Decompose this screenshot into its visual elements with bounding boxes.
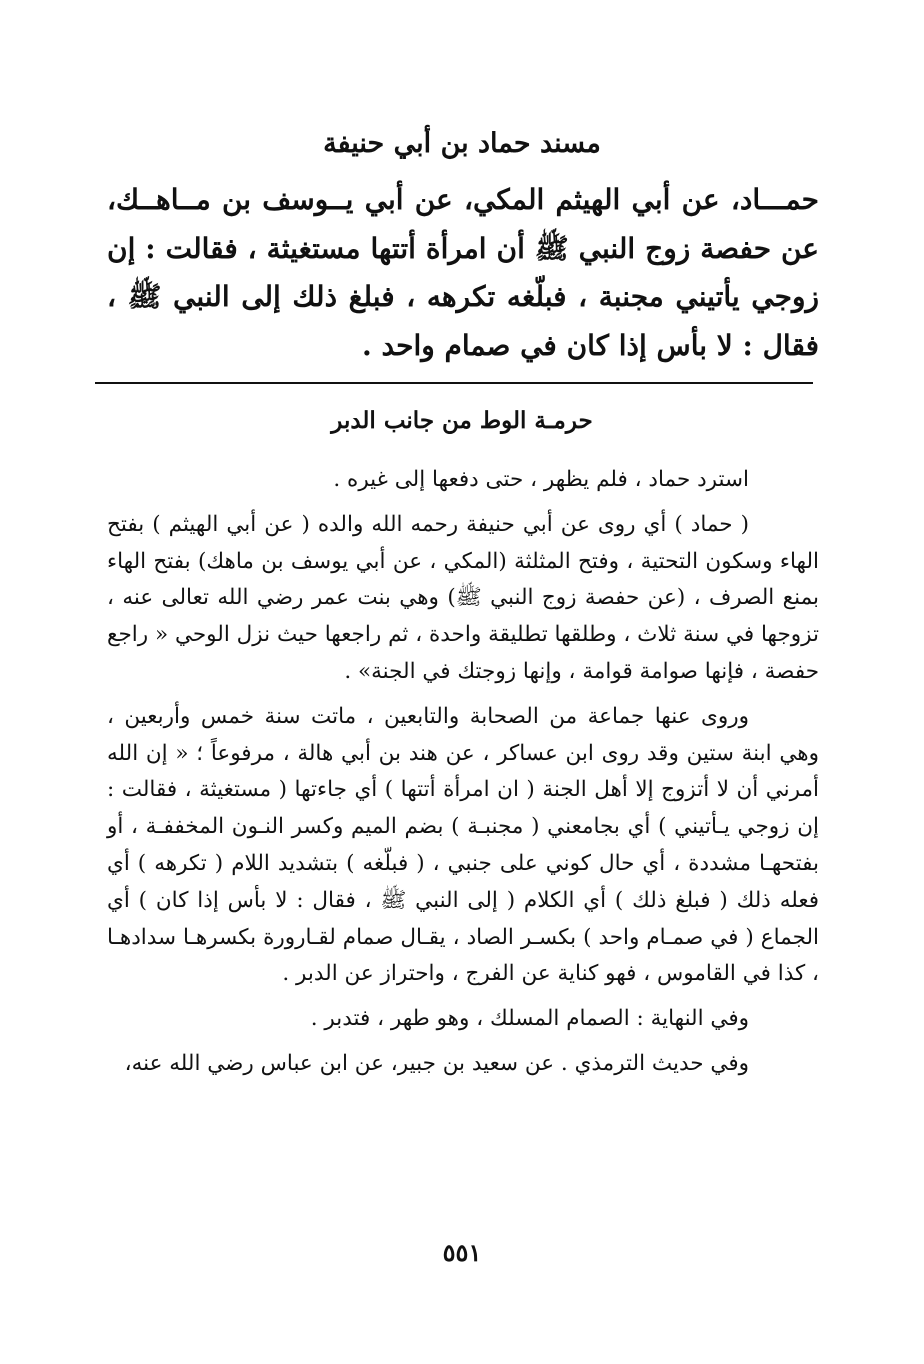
- commentary-paragraph-2: ( حماد ) أي روى عن أبي حنيفة رحمه الله والده ( عن أبي الهيثم ) بفتح الهاء وسكون التحتية ، وفتح المثلثة (المكي ، عن أبي يوسف بن ماهك) بفتح الهاء بمنع الصرف ، (عن حفصة زوج النبي ﷺ) وهي بنت عمر رضي الله تعالى عنه ، تزوجها في سنة ثلاث ، وطلقها تطليقة واحدة ، ثم راجعها حيث نزل الوحي « راجع حفصة ، فإنها صوامة قوامة ، وإنها زوجتك في الجنة» .: [107, 511, 819, 684]
- section-title: حرمـة الوط من جانب الدبر: [331, 407, 593, 434]
- commentary-paragraph-4: وفي النهاية : الصمام المسلك ، وهو طهر ، فتدبر .: [310, 1006, 749, 1032]
- page-number: ٥٥١: [442, 1238, 482, 1267]
- commentary-paragraph-5: وفي حديث الترمذي . عن سعيد بن جبير، عن ابن عباس رضي الله عنه،: [124, 1050, 749, 1076]
- hadith-text: حمـــاد، عن أبي الهيثم المكي، عن أبي يــوسف بن مــاهــك، عن حفصة زوج النبي ﷺ أن امرأة أتتها مستغيثة ، فقالت : إن زوجي يأتيني مجنبة ، فبلّغه تكرهه ، فبلغ ذلك إلى النبي ﷺ ، فقال : لا بأس إذا كان في صمام واحد .: [107, 183, 819, 362]
- commentary-block: [107, 462, 819, 1083]
- section-divider: [95, 382, 813, 384]
- page-header-title: مسند حماد بن أبي حنيفة: [323, 128, 601, 159]
- commentary-paragraph-1: استرد حماد ، فلم يظهر ، حتى دفعها إلى غيره .: [333, 467, 749, 492]
- commentary-paragraph-3: وروى عنها جماعة من الصحابة والتابعين ، ماتت سنة خمس وأربعين ، وهي ابنة ستين وقد روى ابن عساكر ، عن هند بن أبي هالة ، مرفوعاً ؛ « إن الله أمرني أن لا أتزوج إلا أهل الجنة ( ان امرأة أتتها ) أي جاءتها ( مستغيثة ، فقالت : إن زوجي يـأتيني ) أي بجامعني ( مجنبـة ) بضم الميم وكسر النـون المخففـة ، أو بفتحهـا مشددة ، أي حال كوني على جنبي ، ( فبلّغه ) بتشديد اللام ( تكرهه ) أي فعله ذلك ( فبلغ ذلك ) أي الكلام ( إلى النبي ﷺ ، فقال : لا بأس إذا كان ) أي الجماع ( في صمـام واحد ) بكسـر الصاد ، يقـال صمام لقـارورة بكسرهـا سدادهـا ، كذا في القاموس ، فهو كناية عن الفرج ، واحتراز عن الدبر .: [107, 703, 819, 987]
